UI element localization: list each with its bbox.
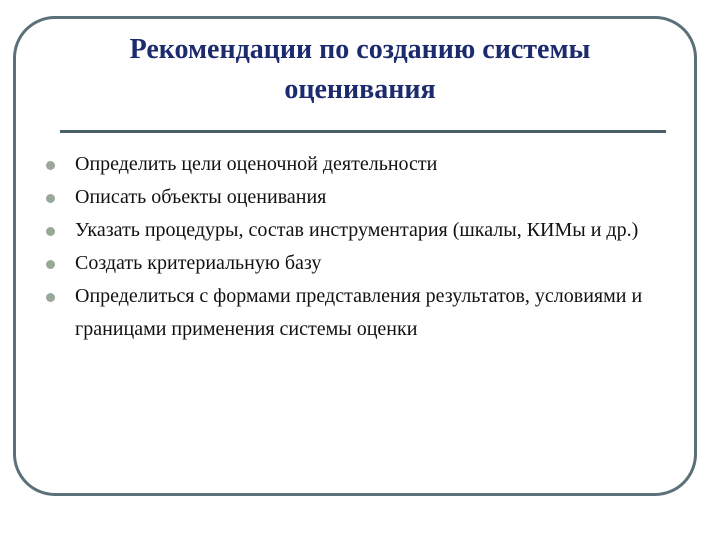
bullet-item bbox=[46, 247, 666, 280]
slide-title-line-2: оценивания bbox=[284, 74, 436, 105]
bullet-dot-icon bbox=[46, 161, 55, 170]
bullet-text: Определиться с формами представления результатов, условиями и границами применения системы оценки bbox=[75, 285, 643, 340]
bullet-item bbox=[46, 181, 666, 214]
bullet-text: Определить цели оценочной деятельности bbox=[75, 153, 438, 175]
slide-title-line-1: Рекомендации по созданию системы bbox=[129, 34, 591, 65]
bullet-text: Описать объекты оценивания bbox=[75, 186, 327, 208]
bullet-item bbox=[46, 280, 666, 346]
bullet-text: Указать процедуры, состав инструментария (шкалы, КИМы и др.) bbox=[75, 219, 639, 241]
title-divider bbox=[60, 130, 666, 133]
bullet-dot-icon bbox=[46, 194, 55, 203]
bullet-item bbox=[46, 148, 666, 181]
bullet-dot-icon bbox=[46, 227, 55, 236]
bullet-dot-icon bbox=[46, 293, 55, 302]
bullet-list bbox=[46, 148, 666, 346]
bullet-text: Создать критериальную базу bbox=[75, 252, 322, 274]
slide-title bbox=[60, 30, 660, 110]
bullet-dot-icon bbox=[46, 260, 55, 269]
bullet-item bbox=[46, 214, 666, 247]
